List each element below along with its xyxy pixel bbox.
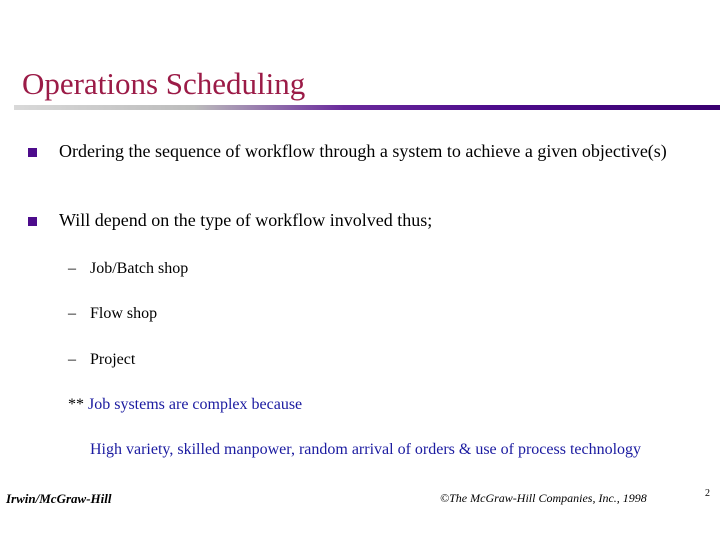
dash-marker: –: [68, 351, 76, 368]
bullet-square-icon: [28, 148, 37, 157]
sub-item-label: Job/Batch shop: [90, 260, 189, 277]
slide-title: Operations Scheduling: [22, 66, 306, 101]
note-detail: High variety, skilled manpower, random arrival of orders & use of process technology: [90, 441, 642, 458]
sub-item-project: [68, 351, 135, 369]
bullet-text-workflow: Will depend on the type of workflow involved thus;: [59, 210, 433, 230]
footer-copyright: ©The McGraw-Hill Companies, Inc., 1998: [440, 491, 647, 505]
sub-item-label: Project: [90, 351, 136, 368]
sub-item-job-batch: [68, 260, 188, 278]
note-text: Job systems are complex because: [88, 396, 303, 413]
sub-item-label: Flow shop: [90, 305, 158, 322]
note-line: [68, 396, 302, 414]
sub-item-flow-shop: [68, 305, 157, 323]
bullet-text-ordering: Ordering the sequence of workflow through a system to achieve a given objective(s): [59, 141, 667, 161]
title-underline: [14, 105, 720, 110]
dash-marker: –: [68, 260, 76, 277]
note-prefix: **: [68, 396, 84, 413]
dash-marker: –: [68, 305, 76, 322]
bullet-square-icon: [28, 217, 37, 226]
page-number: 2: [705, 488, 710, 499]
footer-publisher: Irwin/McGraw-Hill: [6, 491, 112, 506]
